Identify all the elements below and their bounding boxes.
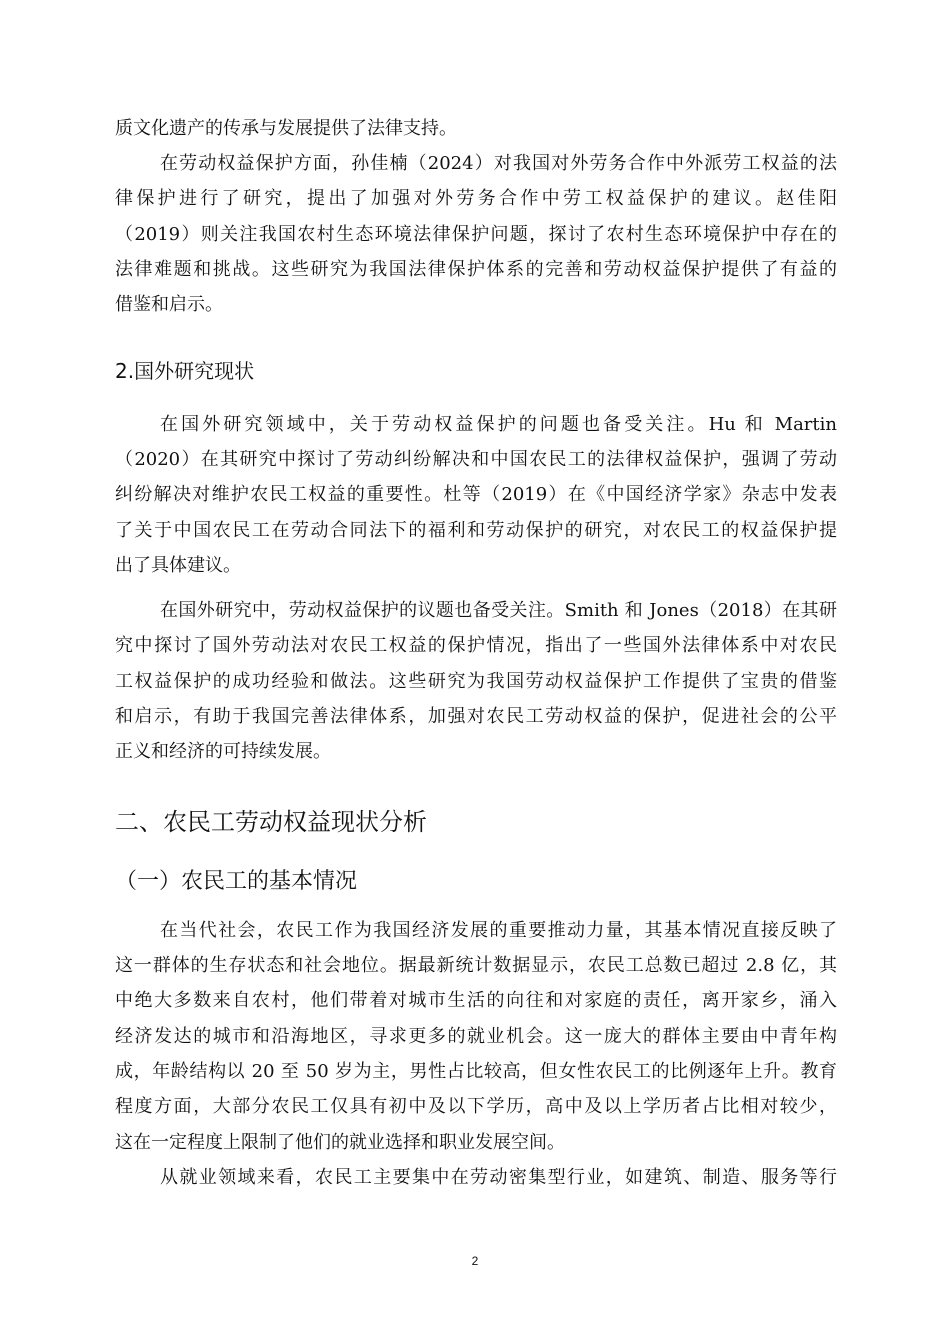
paragraph-line: 在当代社会，农民工作为我国经济发展的重要推动力量，其基本情况直接反映了 [160, 920, 837, 941]
paragraph-line: 了关于中国农民工在劳动合同法下的福利和劳动保护的研究，对农民工的权益保护提 [115, 520, 837, 541]
paragraph-line: 究中探讨了国外劳动法对农民工权益的保护情况，指出了一些国外法律体系中对农民 [115, 635, 837, 656]
paragraph-line: 从就业领域来看，农民工主要集中在劳动密集型行业，如建筑、制造、服务等行 [160, 1167, 837, 1188]
paragraph-line: 律保护进行了研究，提出了加强对外劳务合作中劳工权益保护的建议。赵佳阳 [115, 188, 837, 209]
paragraph-line: 这在一定程度上限制了他们的就业选择和职业发展空间。 [115, 1132, 565, 1153]
paragraph-line: 和启示，有助于我国完善法律体系，加强对农民工劳动权益的保护，促进社会的公平 [115, 706, 837, 727]
paragraph-line: 经济发达的城市和沿海地区，寻求更多的就业机会。这一庞大的群体主要由中青年构 [115, 1026, 837, 1047]
paragraph-line: 工权益保护的成功经验和做法。这些研究为我国劳动权益保护工作提供了宝贵的借鉴 [115, 671, 837, 692]
paragraph-line: 成，年龄结构以 20 至 50 岁为主，男性占比较高，但女性农民工的比例逐年上升。教育 [115, 1061, 837, 1082]
paragraph-line: （2020）在其研究中探讨了劳动纠纷解决和中国农民工的法律权益保护，强调了劳动 [115, 449, 837, 470]
paragraph-line: 程度方面，大部分农民工仅具有初中及以下学历，高中及以上学历者占比相对较少， [115, 1096, 837, 1117]
paragraph-line: （2019）则关注我国农村生态环境法律保护问题，探讨了农村生态环境保护中存在的 [115, 224, 837, 245]
paragraph-line: 在国外研究中，劳动权益保护的议题也备受关注。Smith 和 Jones（2018）在其研 [160, 600, 837, 621]
paragraph-line: 在劳动权益保护方面，孙佳楠（2024）对我国对外劳务合作中外派劳工权益的法 [160, 153, 837, 174]
paragraph-line: 纠纷解决对维护农民工权益的重要性。杜等（2019）在《中国经济学家》杂志中发表 [115, 484, 837, 505]
paragraph-line: 正义和经济的可持续发展。 [115, 741, 331, 762]
paragraph-line: 中绝大多数来自农村，他们带着对城市生活的向往和对家庭的责任，离开家乡，涌入 [115, 990, 837, 1011]
paragraph-line: 出了具体建议。 [115, 555, 241, 576]
paragraph-line: 质文化遗产的传承与发展提供了法律支持。 [115, 118, 457, 139]
paragraph-line: 法律难题和挑战。这些研究为我国法律保护体系的完善和劳动权益保护提供了有益的 [115, 259, 837, 280]
page-number: 2 [471, 1254, 479, 1268]
section-heading: （一）农民工的基本情况 [115, 869, 358, 894]
paragraph-line: 在国外研究领域中，关于劳动权益保护的问题也备受关注。Hu 和 Martin [160, 414, 837, 435]
chapter-heading: 二、农民工劳动权益现状分析 [115, 808, 427, 836]
subsection-heading: 2.国外研究现状 [115, 359, 255, 383]
paragraph-line: 这一群体的生存状态和社会地位。据最新统计数据显示，农民工总数已超过 2.8 亿，其 [115, 955, 837, 976]
paragraph-line: 借鉴和启示。 [115, 294, 223, 315]
